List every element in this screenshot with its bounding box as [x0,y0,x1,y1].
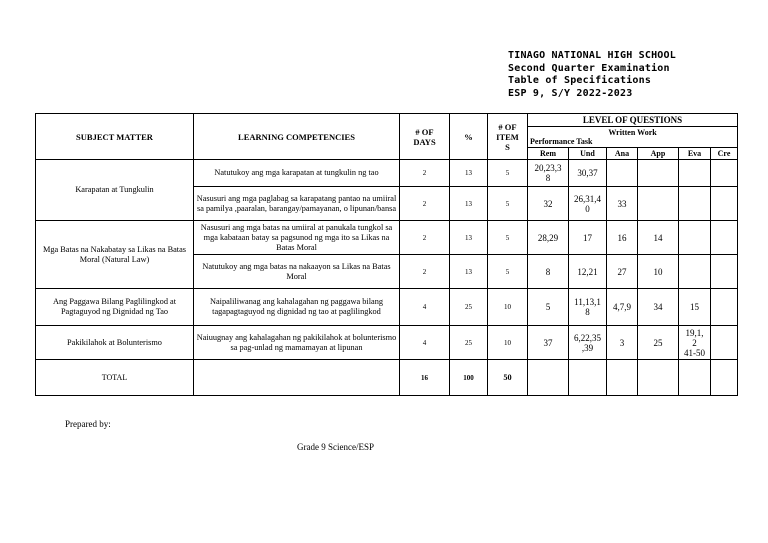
percent-cell: 25 [450,326,488,360]
document-header [508,50,676,100]
total-und-empty [569,360,607,396]
col-header-items [488,114,528,160]
days-header-line-2: DAYS [413,136,436,147]
col-header-percent: % [450,114,488,160]
percent-cell: 13 [450,187,488,221]
col-header-cre: Cre [711,148,738,160]
col-header-und: Und [569,148,607,160]
ana-cell: 16 [607,221,638,255]
days-cell: 2 [400,221,450,255]
col-header-days [400,114,450,160]
days-header-line-1: # OF [415,126,434,137]
total-eva-empty [679,360,711,396]
rem-cell: 37 [528,326,569,360]
eva-cell [679,187,711,221]
total-competency-empty [194,360,400,396]
total-row [36,360,738,396]
table-row [36,289,738,326]
percent-cell: 25 [450,289,488,326]
competency-cell: Nasusuri ang mga paglabag sa karapatang pantao na umiiral sa pamilya ,paaralan, barangay/pamayanan, o lipunan/bansa [194,187,400,221]
cre-cell [711,255,738,289]
items-cell: 5 [488,160,528,187]
cre-cell [711,289,738,326]
und-cell: 17 [569,221,607,255]
days-cell: 2 [400,187,450,221]
und-cell: 30,37 [569,160,607,187]
ana-cell [607,160,638,187]
competency-cell: Naipaliliwanag ang kahalagahan ng paggawa bilang tagapagtaguyod ng dignidad ng tao at paglilingkod [194,289,400,326]
ana-cell: 4,7,9 [607,289,638,326]
competency-cell: Nasusuri ang mga batas na umiiral at panukala tungkol sa mga kabataan batay sa pagsunod ng mga ito sa Likas na Batas Moral [194,221,400,255]
cre-cell [711,221,738,255]
und-cell: 12,21 [569,255,607,289]
app-cell: 25 [638,326,679,360]
col-header-app: App [638,148,679,160]
competency-cell: Natutukoy ang mga batas na nakaayon sa Likas na Batas Moral [194,255,400,289]
items-header-line-3: S [505,141,510,152]
days-cell: 4 [400,326,450,360]
table-row [36,326,738,360]
total-days: 16 [400,360,450,396]
table-row [36,221,738,255]
col-header-competencies: LEARNING COMPETENCIES [194,114,400,160]
cre-cell [711,326,738,360]
percent-cell: 13 [450,255,488,289]
competency-cell: Natutukoy ang mga karapatan at tungkulin ng tao [194,160,400,187]
table-row [36,160,738,187]
rem-cell: 28,29 [528,221,569,255]
competency-cell: Naiuugnay ang kahalagahan ng pakikilahok at bolunterismo sa pag-unlad ng mamamayan at lipunan [194,326,400,360]
school-name: TINAGO NATIONAL HIGH SCHOOL [508,50,676,61]
rem-cell: 8 [528,255,569,289]
col-header-subject-matter: SUBJECT MATTER [36,114,194,160]
table-of-specifications [35,113,738,396]
items-cell: 10 [488,326,528,360]
percent-cell: 13 [450,160,488,187]
total-cre-empty [711,360,738,396]
ana-cell: 33 [607,187,638,221]
items-cell: 5 [488,221,528,255]
cre-cell [711,187,738,221]
app-cell [638,160,679,187]
app-cell: 10 [638,255,679,289]
page-footer: Grade 9 Science/ESP [297,442,374,452]
rem-cell: 32 [528,187,569,221]
app-cell [638,187,679,221]
app-cell: 34 [638,289,679,326]
subject-matter-cell: Pakikilahok at Bolunterismo [36,326,194,360]
eva-cell: 15 [679,289,711,326]
total-app-empty [638,360,679,396]
ana-cell: 27 [607,255,638,289]
total-percent: 100 [450,360,488,396]
und-cell: 11,13,1 8 [569,289,607,326]
items-header-line-2: ITEM [496,131,519,142]
col-header-eva: Eva [679,148,711,160]
und-cell: 26,31,4 0 [569,187,607,221]
app-cell: 14 [638,221,679,255]
days-cell: 4 [400,289,450,326]
eva-cell [679,221,711,255]
subject-matter-cell: Ang Paggawa Bilang Paglilingkod at Pagtaguyod ng Dignidad ng Tao [36,289,194,326]
col-header-ana: Ana [607,148,638,160]
eva-cell: 19,1, 2 41-50 [679,326,711,360]
eva-cell [679,255,711,289]
performance-task-label: Performance Task [530,137,593,146]
document-title: Table of Specifications [508,75,652,86]
written-work-header [528,127,738,148]
rem-cell: 20,23,3 8 [528,160,569,187]
rem-cell: 5 [528,289,569,326]
subject-year: ESP 9, S/Y 2022-2023 [508,87,633,99]
days-cell: 2 [400,160,450,187]
percent-cell: 13 [450,221,488,255]
total-ana-empty [607,360,638,396]
total-label: TOTAL [36,360,194,396]
subject-matter-cell: Mga Batas na Nakabatay sa Likas na Batas Moral (Natural Law) [36,221,194,289]
days-cell: 2 [400,255,450,289]
level-of-questions-header: LEVEL OF QUESTIONS [528,114,738,127]
cre-cell [711,160,738,187]
und-cell: 6,22,35 ,39 [569,326,607,360]
items-cell: 5 [488,255,528,289]
written-work-label: Written Work [608,128,657,137]
exam-title: Second Quarter Examination [508,62,670,74]
total-items: 50 [488,360,528,396]
col-header-rem: Rem [528,148,569,160]
total-rem-empty [528,360,569,396]
items-header-line-1: # OF [498,121,517,132]
prepared-by-label: Prepared by: [65,419,111,429]
eva-cell [679,160,711,187]
ana-cell: 3 [607,326,638,360]
items-cell: 5 [488,187,528,221]
items-cell: 10 [488,289,528,326]
subject-matter-cell: Karapatan at Tungkulin [36,160,194,221]
